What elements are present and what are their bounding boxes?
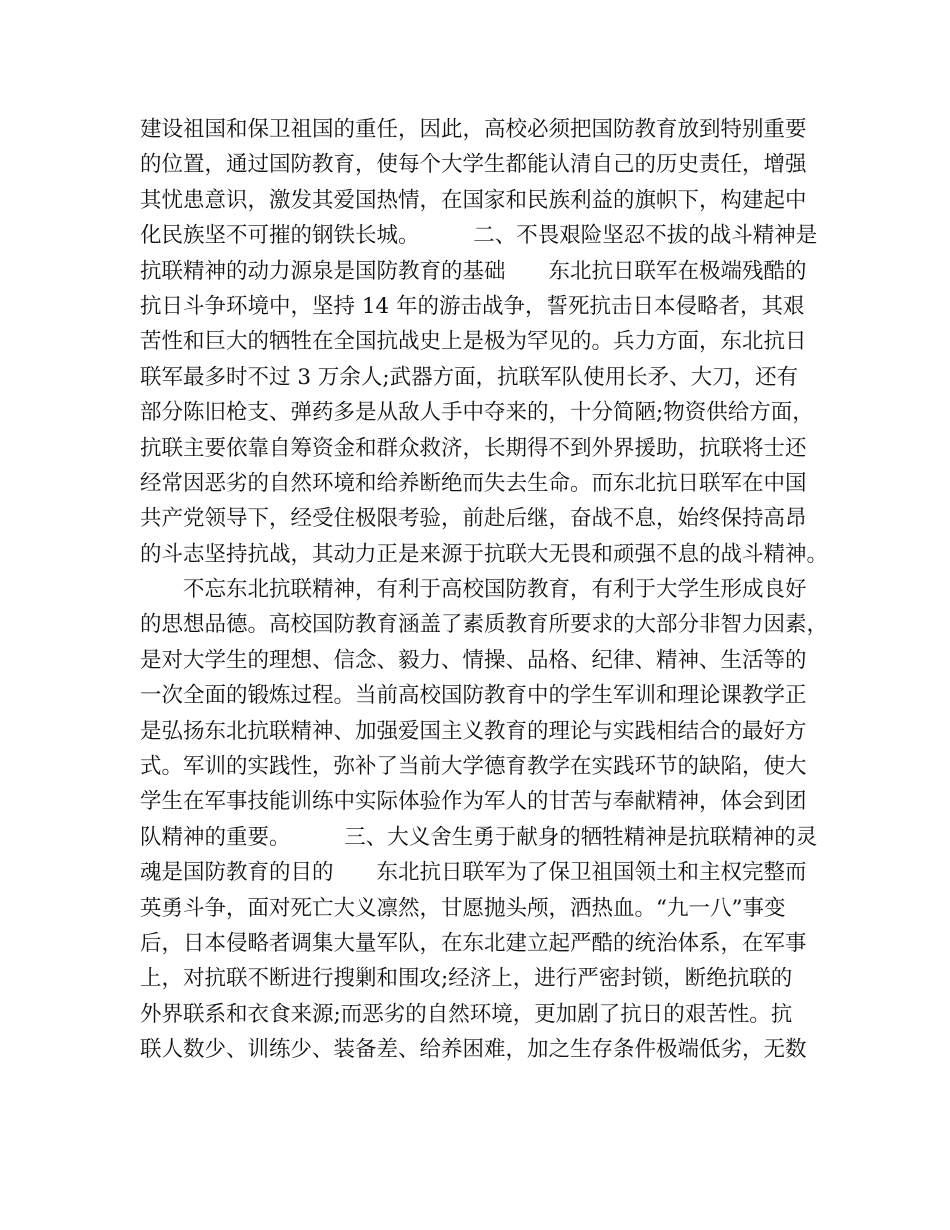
text-line: 的斗志坚持抗战，其动力正是来源于抗联大无畏和顽强不息的战斗精神。 bbox=[140, 541, 829, 567]
text-line: 联军最多时不过 3 万余人;武器方面，抗联军队使用长矛、大刀，还有 bbox=[140, 364, 799, 390]
text-line: 化民族坚不可摧的钢铁长城。 二、不畏艰险坚忍不拔的战斗精神是 bbox=[140, 223, 818, 249]
text-line: 建设祖国和保卫祖国的重任，因此，高校必须把国防教育放到特别重要 bbox=[140, 117, 807, 142]
text-line: 联人数少、训练少、装备差、给养困难，加之生存条件极端低劣，无数 bbox=[140, 1037, 807, 1063]
text-line: 一次全面的锻炼过程。当前高校国防教育中的学生军训和理论课教学正 bbox=[140, 683, 807, 709]
text-line: 苦性和巨大的牺牲在全国抗战史上是极为罕见的。兵力方面，东北抗日 bbox=[140, 329, 807, 355]
text-line: 上，对抗联不断进行搜剿和围攻;经济上，进行严密封锁，断绝抗联的 bbox=[140, 966, 793, 992]
body-text bbox=[140, 112, 830, 1068]
text-line: 不忘东北抗联精神，有利于高校国防教育，有利于大学生形成良好 bbox=[140, 577, 807, 603]
text-line: 其忧患意识，激发其爱国热情，在国家和民族利益的旗帜下，构建起中 bbox=[140, 187, 807, 213]
text-line: 抗联主要依靠自筹资金和群众救济，长期得不到外界援助，抗联将士还 bbox=[140, 435, 807, 461]
text-line: 经常因恶劣的自然环境和给养断绝而失去生命。而东北抗日联军在中国 bbox=[140, 470, 807, 496]
text-line: 是对大学生的理想、信念、毅力、情操、品格、纪律、精神、生活等的 bbox=[140, 647, 807, 673]
text-line: 队精神的重要。 三、大义舍生勇于献身的牺牲精神是抗联精神的灵 bbox=[140, 824, 818, 850]
text-line: 的思想品德。高校国防教育涵盖了素质教育所要求的大部分非智力因素， bbox=[140, 612, 829, 638]
text-line: 抗日斗争环境中，坚持 14 年的游击战争，誓死抗击日本侵略者，其艰 bbox=[140, 293, 805, 319]
text-line: 是弘扬东北抗联精神、加强爱国主义教育的理论与实践相结合的最好方 bbox=[140, 718, 807, 744]
text-line: 共产党领导下，经受住极限考验，前赴后继，奋战不息，始终保持高昂 bbox=[140, 506, 807, 532]
text-line: 学生在军事技能训练中实际体验作为军人的甘苦与奉献精神，体会到团 bbox=[140, 789, 807, 815]
text-line: 的位置，通过国防教育，使每个大学生都能认清自己的历史责任，增强 bbox=[140, 152, 807, 178]
text-line: 部分陈旧枪支、弹药多是从敌人手中夺来的，十分简陋;物资供给方面， bbox=[140, 400, 814, 426]
text-line: 后，日本侵略者调集大量军队，在东北建立起严酷的统治体系，在军事 bbox=[140, 930, 807, 956]
text-line: 抗联精神的动力源泉是国防教育的基础 东北抗日联军在极端残酷的 bbox=[140, 258, 807, 284]
text-line: 英勇斗争，面对死亡大义凛然，甘愿抛头颅，洒热血。“九一八”事变 bbox=[140, 895, 786, 921]
text-line: 式。军训的实践性，弥补了当前大学德育教学在实践环节的缺陷，使大 bbox=[140, 754, 807, 780]
text-line: 魂是国防教育的目的 东北抗日联军为了保卫祖国领土和主权完整而 bbox=[140, 860, 807, 886]
text-line: 外界联系和衣食来源;而恶劣的自然环境，更加剧了抗日的艰苦性。抗 bbox=[140, 1001, 793, 1027]
